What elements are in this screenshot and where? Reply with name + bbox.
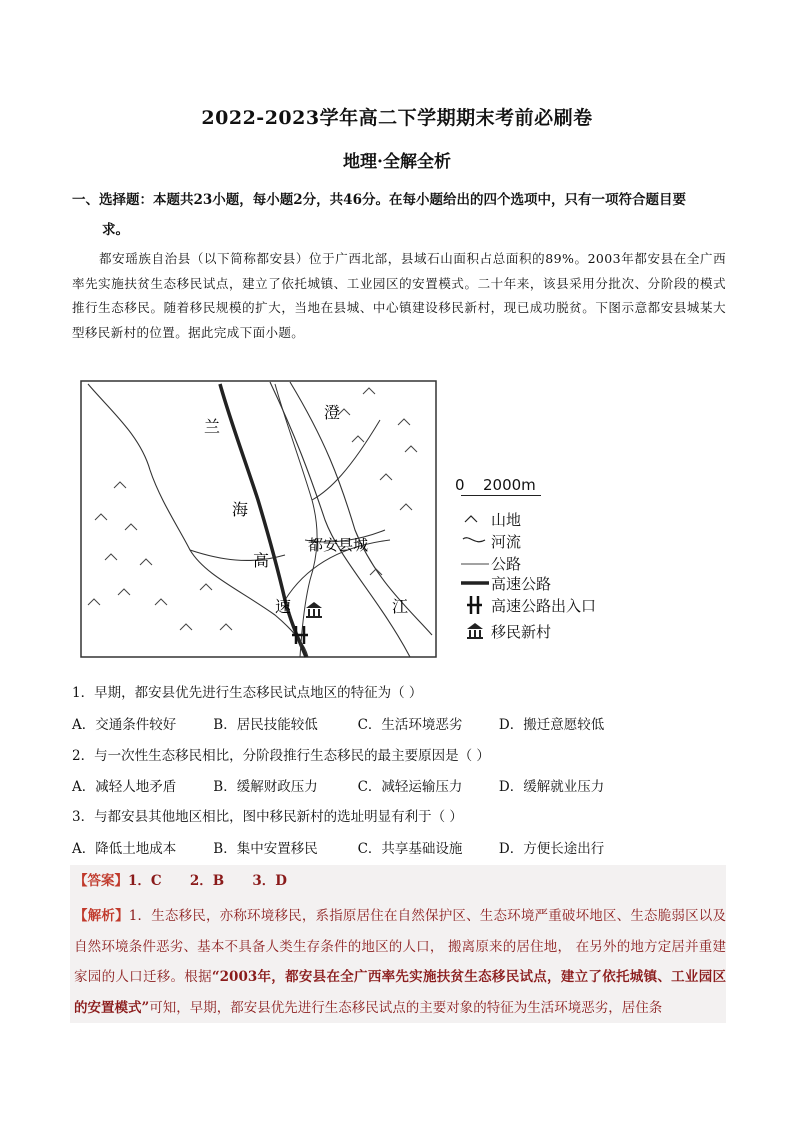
river-icon (459, 530, 489, 552)
map-label-su: 速 (275, 597, 292, 616)
option-d[interactable]: D．搬迁意愿较低 (498, 717, 605, 733)
museum-icon (459, 620, 489, 642)
legend-item-river (455, 530, 655, 552)
option-b[interactable]: B．居民技能较低 (213, 717, 318, 733)
legend-label: 高速公路 (491, 575, 552, 593)
analysis-quote: “2003年，都安县在全广西率先实施扶贫生态移民试点，建立了依托城镇、工业园区的安置模式” (74, 969, 727, 1016)
highway-icon (459, 572, 489, 594)
scale-distance: 2000m (483, 476, 536, 494)
answer-text: 1．C 2．B 3．D (128, 873, 287, 889)
answer-tag: 【答案】 (74, 873, 128, 889)
question-3-options (72, 838, 752, 860)
map-label-county: 都安县城 (308, 536, 369, 554)
map-label-cheng: 澄 (324, 403, 341, 422)
map-label-hai: 海 (232, 500, 249, 519)
section-heading-line1: 一、选择题：本题共23小题，每小题2分，共46分。在每小题给出的四个选项中，只有一项符合题目要 (72, 192, 686, 208)
legend-item-village (455, 620, 655, 642)
legend-label: 公路 (491, 555, 522, 573)
option-a[interactable]: A．交通条件较好 (72, 717, 177, 733)
analysis-tag: 【解析】 (74, 908, 129, 924)
section-heading (72, 185, 732, 245)
page-subtitle: 地理·全解全析 (343, 152, 451, 172)
question-2-options (72, 776, 752, 798)
map-frame (81, 381, 436, 657)
analysis-text (74, 901, 726, 1023)
road-icon (459, 552, 489, 574)
answer-line (74, 870, 287, 892)
option-d[interactable]: D．方便长途出行 (498, 841, 605, 857)
option-a[interactable]: A．降低土地成本 (72, 841, 177, 857)
question-1-stem: 1．早期，都安县优先进行生态移民试点地区的特征为（ ） (72, 685, 423, 701)
reading-passage: 都安瑶族自治县（以下简称都安县）位于广西北部，县域石山面积占总面积的89%。2003年都安县在全广西率先实施扶贫生态移民试点，建立了依托城镇、工业园区的安置模式。二十年来，该县采用分批次、分阶段的模式推行生态移民。随着移民规模的扩大，当地在县城、中心镇建设移民新村，现已成功脱贫。下图示意都安县城某大型移民新村的位置。据此完成下面小题。 (72, 251, 726, 340)
legend-item-interchange (455, 594, 655, 616)
option-c[interactable]: C．生活环境恶劣 (357, 717, 463, 733)
page-title: 2022-2023学年高二下学期期末考前必刷卷 (201, 107, 593, 129)
legend-label: 山地 (491, 511, 522, 529)
question-1-options (72, 714, 752, 736)
option-b[interactable]: B．集中安置移民 (213, 841, 318, 857)
analysis-part1: 1．生态移民，亦称环境移民，系指原居住在自然保护区、生态环境严重破坏地区、生态脆弱区以及自然环境条件恶劣、基本不具备人类生存条件的地区的人口， 搬离原来的居住地， 在另外的地方定居并重建家园的人口迁移。根据 (74, 908, 727, 985)
option-a[interactable]: A．减轻人地矛盾 (72, 779, 177, 795)
legend-label: 移民新村 (491, 623, 552, 641)
option-c[interactable]: C．减轻运输压力 (357, 779, 463, 795)
map-label-lan: 兰 (204, 417, 221, 436)
scale-line (461, 495, 541, 496)
interchange-icon (459, 594, 489, 616)
option-d[interactable]: D．缓解就业压力 (498, 779, 605, 795)
question-3-stem: 3．与都安县其他地区相比，图中移民新村的选址明显有利于（ ） (72, 809, 463, 825)
analysis-part2: 可知，早期，都安县优先进行生态移民试点的主要对象的特征为生活环境恶劣，居住条 (149, 999, 663, 1016)
option-b[interactable]: B．缓解财政压力 (213, 779, 318, 795)
legend-item-highway (455, 572, 655, 594)
map-label-jiang: 江 (392, 597, 409, 616)
scale-zero: 0 (455, 476, 465, 494)
mountain-icon (459, 508, 489, 530)
option-c[interactable]: C．共享基础设施 (357, 841, 463, 857)
scale-bar (455, 476, 585, 496)
legend-item-mountain (455, 508, 655, 530)
question-2-stem: 2．与一次性生态移民相比，分阶段推行生态移民的最主要原因是（ ） (72, 748, 490, 764)
map-label-gao: 高 (253, 551, 270, 570)
location-map (80, 380, 437, 658)
section-heading-line2: 求。 (102, 222, 129, 238)
legend-label: 高速公路出入口 (491, 597, 597, 615)
legend-label: 河流 (491, 533, 522, 551)
legend-item-road (455, 552, 655, 574)
